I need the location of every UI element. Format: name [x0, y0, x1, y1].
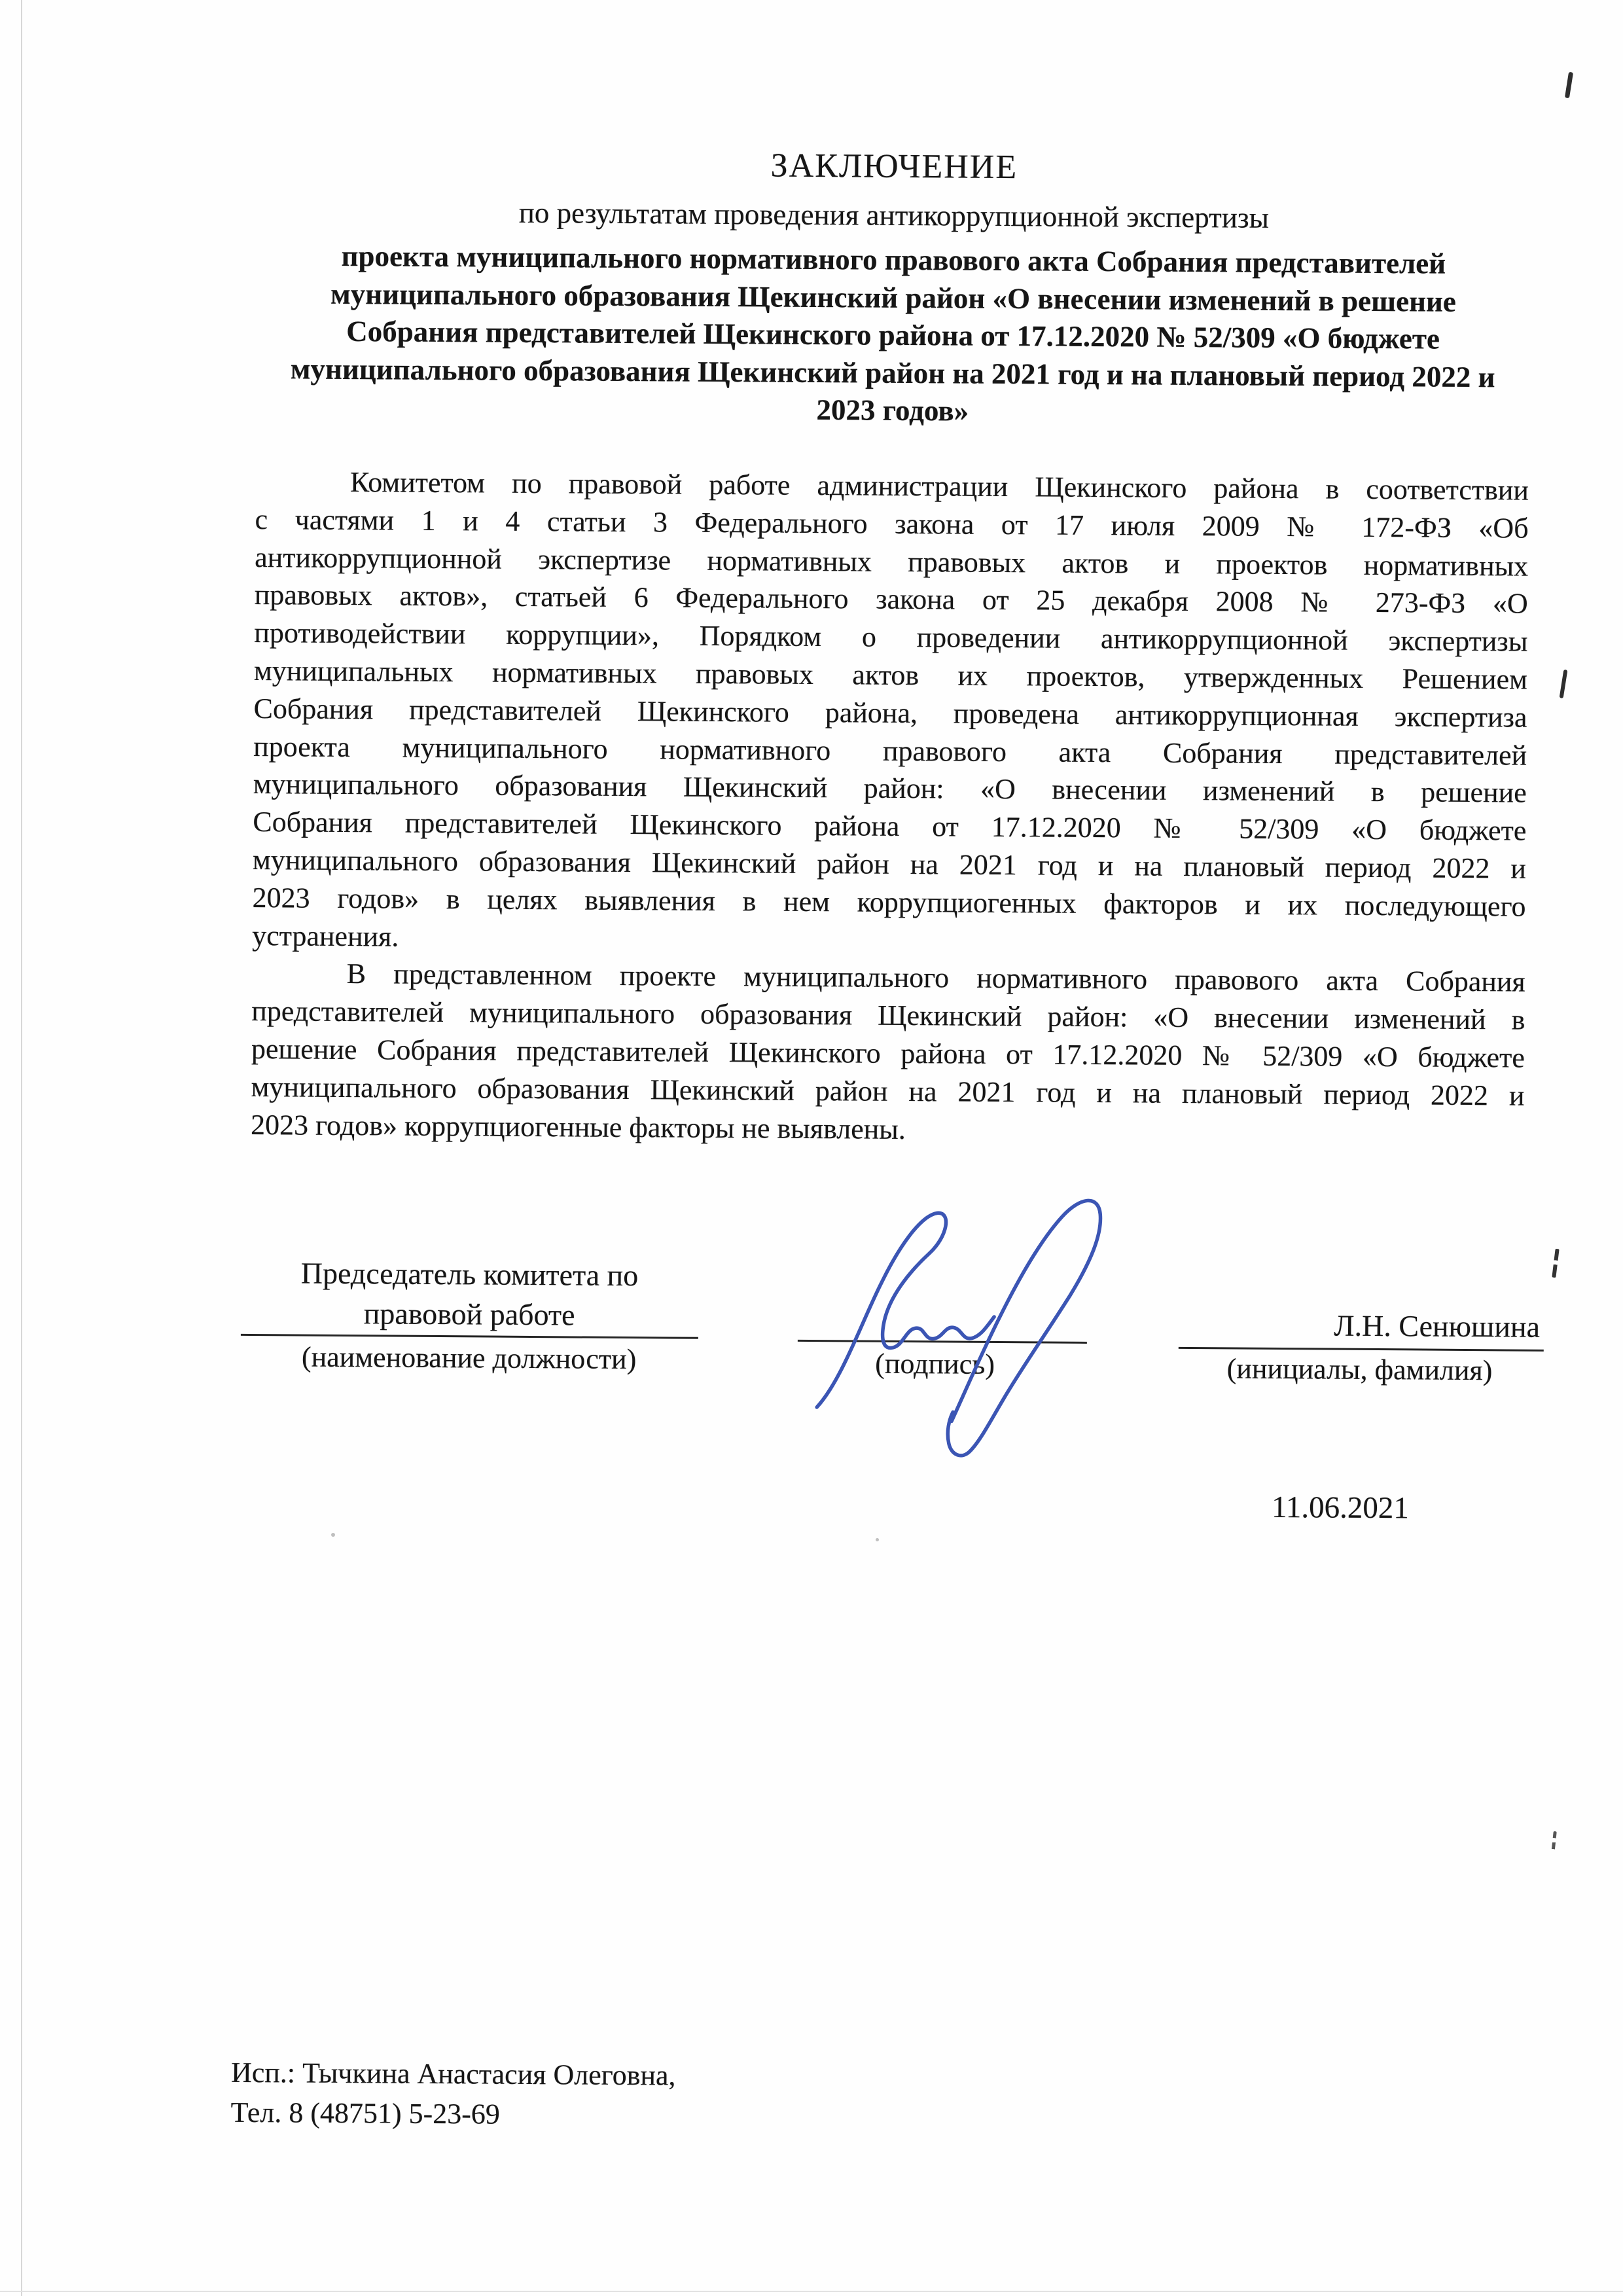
signature-stroke-initial: [817, 1212, 995, 1408]
subject-line: муниципального образования Щекинский район на 2021 год и на плановый период 2022 и: [290, 351, 1495, 393]
document-title: ЗАКЛЮЧЕНИЕ: [770, 147, 1018, 187]
body-line: представителей муниципального образования Щекинский район: «О внесении изменений в: [251, 995, 1525, 1036]
body-line: Собрания представителей Щекинского района, проведена антикоррупционная экспертиза: [253, 692, 1527, 734]
name-caption: (инициалы, фамилия): [1226, 1352, 1493, 1387]
body-line: 2023 годов» в целях выявления в нем коррупциогенных факторов и их последующего: [252, 881, 1526, 923]
body-line: В представленном проекте муниципального нормативного правового акта Собрания: [346, 958, 1525, 998]
body-line: антикоррупционной экспертизе нормативных правовых актов и проектов нормативных: [255, 541, 1529, 583]
body-line: муниципального образования Щекинский район на 2021 год и на плановый период 2022 и: [252, 844, 1527, 885]
body-line: Комитетом по правовой работе администрации Щекинского района в соответствии: [349, 466, 1529, 507]
signatory-position: [239, 1253, 700, 1336]
document-footer: [230, 2053, 675, 2136]
body-line: решение Собрания представителей Щекинского района от 17.12.2020 № 52/309 «О бюджете: [251, 1032, 1525, 1074]
document-subtitle: по результатам проведения антикоррупционной экспертизы: [518, 196, 1270, 234]
signature-stroke-loop: [948, 1200, 1101, 1456]
body-paragraph-2: [251, 954, 1525, 1153]
signatory-position-line2: правовой работе: [363, 1297, 575, 1332]
body-line: Собрания представителей Щекинского района от 17.12.2020 № 52/309 «О бюджете: [253, 806, 1527, 847]
phone-line: Тел. 8 (48751) 5-23-69: [230, 2096, 501, 2130]
body-line: муниципального образования Щекинский район на 2021 год и на плановый период 2022 и: [251, 1070, 1525, 1112]
body-line: противодействии коррупции», Порядком о проведении антикоррупционной экспертизы: [254, 617, 1528, 658]
signatory-name: Л.Н. Сенюшина: [1334, 1308, 1541, 1344]
scan-speck: [331, 1533, 335, 1537]
scan-speck: [876, 1538, 879, 1541]
body-line: с частями 1 и 4 статьи 3 Федерального закона от 17 июля 2009 № 172-ФЗ «Об: [255, 503, 1529, 545]
body-line: муниципального образования Щекинский район: «О внесении изменений в решение: [253, 768, 1527, 809]
body-line: проекта муниципального нормативного правового акта Собрания представителей: [253, 730, 1527, 772]
subject-line: проекта муниципального нормативного правового акта Собрания представителей: [341, 239, 1446, 280]
subject-line: Собрания представителей Щекинского района от 17.12.2020 № 52/309 «О бюджете: [346, 315, 1440, 355]
executor-line: Исп.: Тычкина Анастасия Олеговна,: [230, 2056, 676, 2092]
body-line: правовых актов», статьей 6 Федерального закона от 25 декабря 2008 № 273-ФЗ «О: [254, 579, 1528, 620]
subject-line: муниципального образования Щекинский район «О внесении изменений в решение: [330, 277, 1457, 318]
body-paragraph-1: [252, 463, 1529, 963]
body-line: муниципальных нормативных правовых актов их проектов, утвержденных Решением: [253, 655, 1528, 696]
scan-edge-line-left: [21, 0, 22, 2296]
scan-edge-line-bottom: [0, 2291, 1623, 2292]
document-body: [251, 463, 1529, 1153]
handwritten-signature-ink: [815, 1190, 1184, 1454]
position-caption: (наименование должности): [301, 1340, 637, 1376]
sign-caption: (подпись): [875, 1347, 995, 1380]
body-line: устранения.: [252, 919, 399, 953]
body-line: 2023 годов» коррупциогенные факторы не выявлены.: [250, 1108, 906, 1145]
signatory-position-line1: Председатель комитета по: [300, 1256, 639, 1293]
document-date: 11.06.2021: [1271, 1490, 1410, 1526]
subject-line: 2023 годов»: [816, 393, 969, 427]
document-subject-block: [256, 237, 1531, 434]
